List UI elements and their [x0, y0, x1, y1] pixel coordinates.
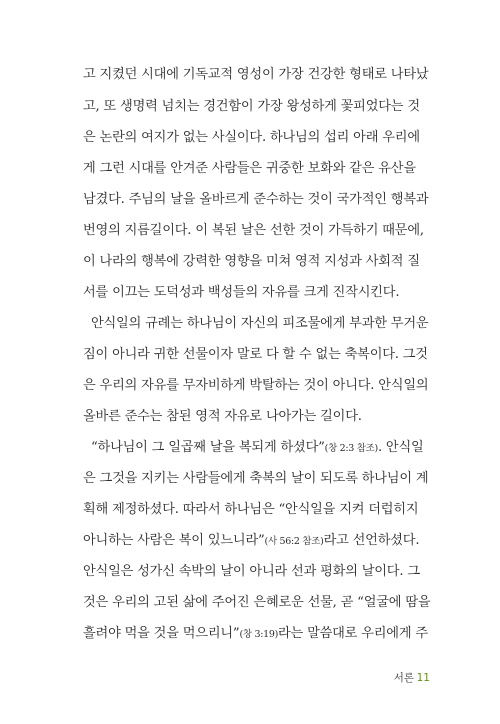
text-line: 게 그런 시대를 안겨준 사람들은 귀중한 보화와 같은 유산을 — [83, 161, 416, 176]
text-line: 흘려야 먹을 것을 먹으리니”(창 3:19)라는 말씀대로 우리에게 주 — [83, 626, 428, 641]
section-label: 서론 — [393, 672, 414, 684]
text-line: 안식일의 규례는 하나님이 자신의 피조물에게 부과한 무거운 — [83, 316, 429, 331]
text-line: 짐이 아니라 귀한 선물이자 말로 다 할 수 없는 축복이다. 그것 — [83, 347, 428, 362]
text-line: 이 나라의 행복에 강력한 영향을 미쳐 영적 지성과 사회적 질 — [83, 254, 420, 269]
text-line: 올바른 준수는 참된 영적 자유로 나아가는 길이다. — [83, 409, 362, 424]
text-line: 남겼다. 주님의 날을 올바르게 준수하는 것이 국가적인 행복과 — [83, 192, 429, 207]
text-line: 고, 또 생명력 넘치는 경건함이 가장 왕성하게 꽃피었다는 것 — [83, 99, 420, 114]
scripture-citation: (창 2:3 참조) — [324, 443, 378, 454]
text-line: 아니하는 사람은 복이 있느니라”(사 56:2 참조)라고 선언하셨다. — [83, 533, 420, 548]
text-line: 것은 우리의 고된 삶에 주어진 은혜로운 선물, 곧 “얼굴에 땀을 — [83, 595, 431, 610]
text-line: 획해 제정하셨다. 따라서 하나님은 “안식일을 지켜 더럽히지 — [83, 502, 419, 517]
scripture-citation: (창 3:19) — [239, 629, 278, 640]
page-footer — [0, 670, 500, 686]
text-line: 은 논란의 여지가 없는 사실이다. 하나님의 섭리 아래 우리에 — [83, 130, 420, 145]
page-number: 11 — [416, 672, 430, 684]
text-line: 은 우리의 자유를 무자비하게 박탈하는 것이 아니다. 안식일의 — [83, 378, 429, 393]
scripture-citation: (사 56:2 참조) — [264, 536, 324, 547]
text-line: “하나님이 그 일곱째 날을 복되게 하셨다”(창 2:3 참조). 안식일 — [83, 440, 424, 455]
text-line: 안식일은 성가신 속박의 날이 아니라 선과 평화의 날이다. 그 — [83, 564, 420, 579]
text-line: 은 그것을 지키는 사람들에게 축복의 날이 되도록 하나님이 계 — [83, 471, 429, 486]
text-line: 서를 이끄는 도덕성과 백성들의 자유를 크게 진작시킨다. — [83, 285, 400, 300]
text-line: 고 지켰던 시대에 기독교적 영성이 가장 건강한 형태로 나타났 — [83, 67, 429, 82]
text-line: 번영의 지름길이다. 이 복된 날은 선한 것이 가득하기 때문에, — [83, 223, 424, 238]
